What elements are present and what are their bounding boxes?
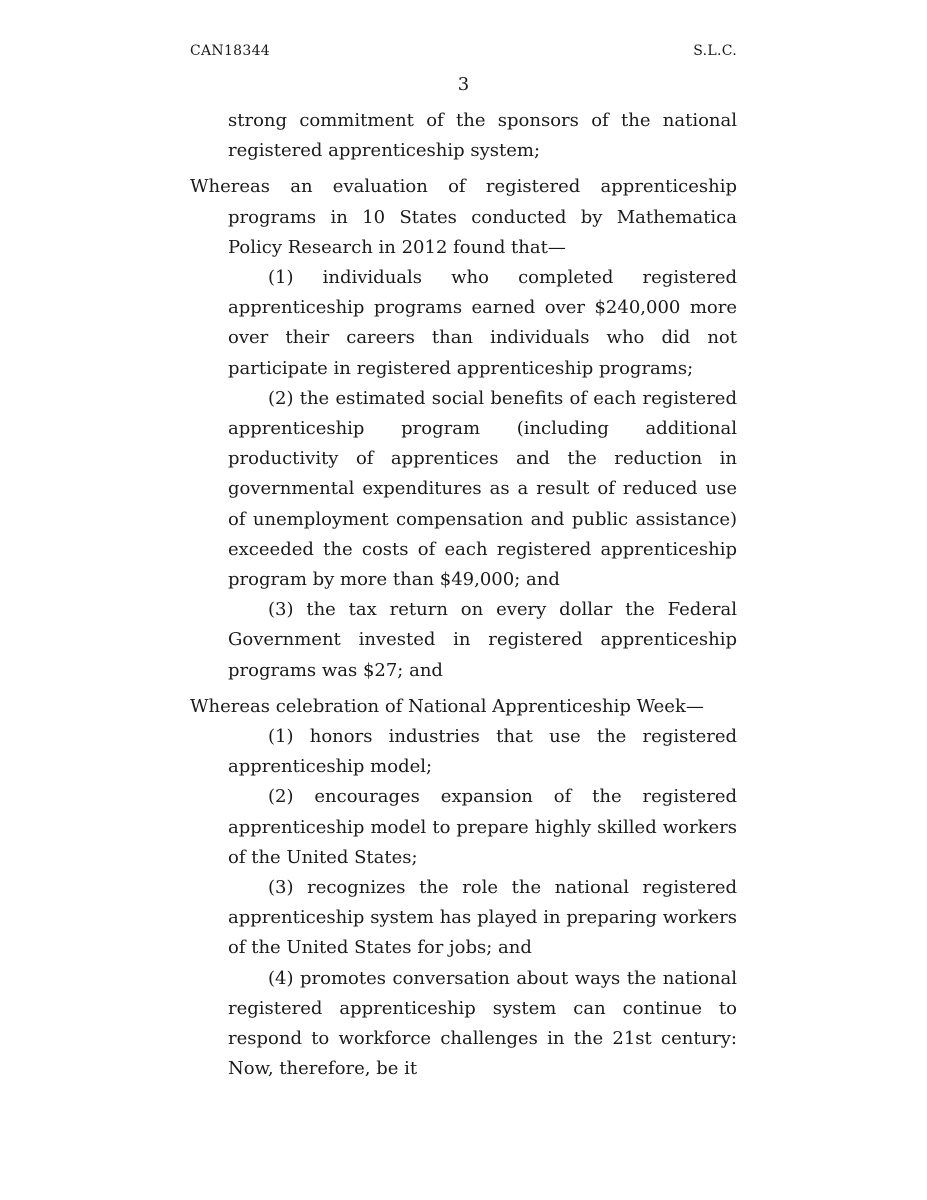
- resolution-body: [190, 106, 737, 1085]
- finding-item-1: (1) individuals who completed registered apprenticeship programs earned over $240,000 more over their careers than individuals who did not participate in registered apprenticeship programs;: [228, 267, 737, 379]
- celebration-item-4: (4) promotes conversation about ways the national registered apprenticeship system can continue to respond to workforce challenges in the 21st century: Now, therefore, be it: [228, 967, 737, 1080]
- whereas-clause-celebration: Whereas celebration of National Apprenticeship Week—: [190, 695, 704, 717]
- slc-marker: S.L.C.: [693, 43, 737, 59]
- celebration-item-1: (1) honors industries that use the registered apprenticeship model;: [228, 726, 737, 778]
- finding-item-3: (3) the tax return on every dollar the Federal Government invested in registered apprenticeship programs was $27; and: [228, 599, 737, 681]
- page-number: 3: [457, 74, 470, 95]
- document-id: CAN18344: [190, 43, 271, 59]
- finding-item-2: (2) the estimated social benefits of each registered apprenticeship program (including additional productivity of apprentices and the reduction in governmental expenditures as a result of reduced use of unemployment compensation and public assistance) exceeded the costs of each registered apprenticeship program by more than $49,000; and: [228, 387, 737, 591]
- continuation-paragraph: strong commitment of the sponsors of the national registered apprenticeship system;: [228, 110, 737, 162]
- celebration-item-3: (3) recognizes the role the national registered apprenticeship system has played in preparing workers of the United States for jobs; and: [228, 877, 737, 959]
- celebration-item-2: (2) encourages expansion of the registered apprenticeship model to prepare highly skilled workers of the United States;: [228, 786, 737, 868]
- whereas-clause-evaluation: Whereas an evaluation of registered apprenticeship programs in 10 States conducted by Mathematica Policy Research in 2012 found that—: [190, 176, 737, 258]
